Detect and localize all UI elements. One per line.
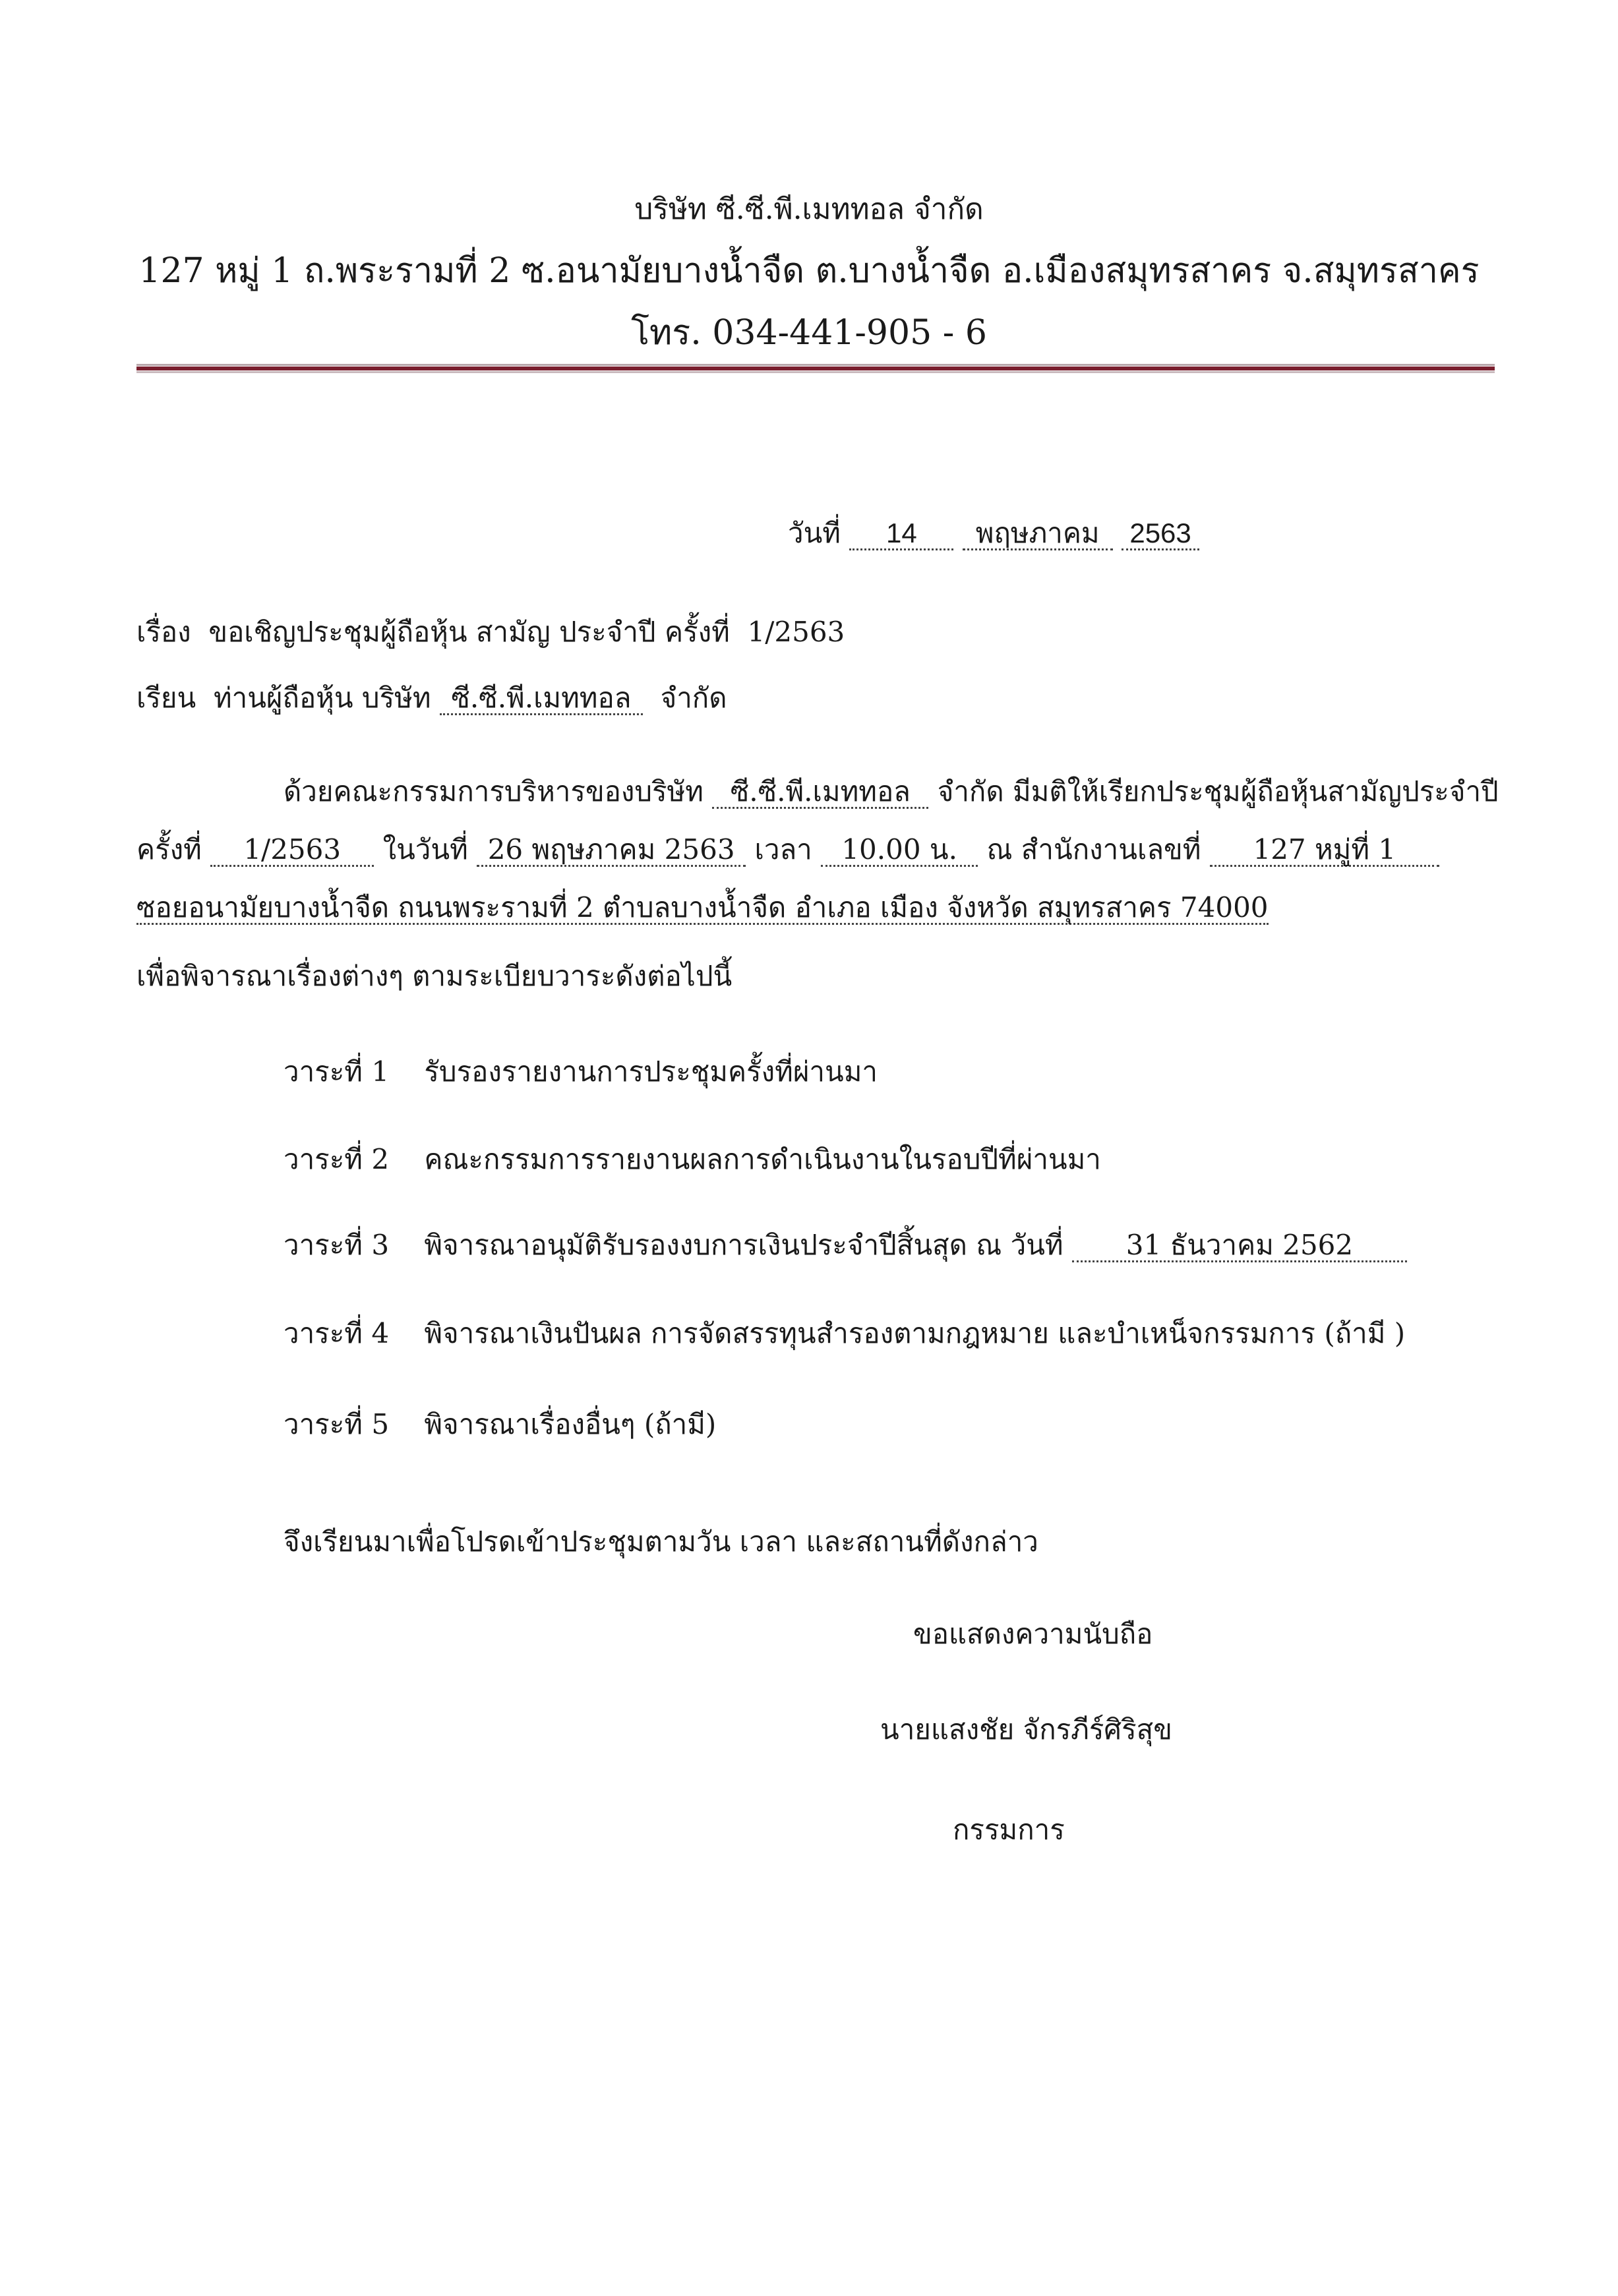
agenda-item-1 [284,1055,878,1088]
agenda-number: วาระที่ 1 [284,1055,390,1088]
date-line [788,519,1199,550]
agenda-text: พิจารณาเงินปันผล การจัดสรรทุนสำรองตามกฎหมาย และบำเหน็จกรรมการ (ถ้ามี ) [424,1317,1406,1349]
recipient-suffix: จำกัด [660,682,727,714]
subject-label: เรื่อง [136,616,191,648]
recipient-prefix: ท่านผู้ถือหุ้น บริษัท [213,682,431,714]
recipient-label: เรียน [136,682,196,714]
agenda-item-3 [284,1231,1407,1262]
agenda-number: วาระที่ 5 [284,1408,390,1440]
agenda-text: พิจารณาเรื่องอื่นๆ (ถ้ามี) [424,1408,717,1440]
agenda-item-5 [284,1408,717,1440]
date-day: 14 [849,519,953,550]
agenda-number: วาระที่ 4 [284,1317,390,1349]
agenda-number: วาระที่ 2 [284,1143,390,1175]
subject-line [136,618,845,646]
paragraph-company: ซี.ซี.พี.เมททอล [712,778,928,809]
company-address: 127 หมู่ 1 ถ.พระรามที่ 2 ซ.อนามัยบางน้ำจืด ต.บางน้ำจืด อ.เมืองสมุทรสาคร จ.สมุทรสาคร [138,251,1480,291]
company-name: บริษัท ซี.ซี.พี.เมททอล จำกัด [634,192,984,226]
closing-regards: ขอแสดงความนับถือ [913,1618,1153,1650]
date-label: วันที่ [788,517,841,549]
office-address: ซอยอนามัยบางน้ำจืด ถนนพระรามที่ 2 ตำบลบางน้ำจืด อำเภอ เมือง จังหวัด สมุทรสาคร 74000 [136,891,1269,924]
paragraph-text: ครั้งที่ [136,833,202,866]
agenda-item-2 [284,1143,1101,1175]
recipient-company: ซี.ซี.พี.เมททอล [440,684,643,715]
company-phone: โทร. 034-441-905 - 6 [631,313,987,353]
agenda-item-4 [284,1317,1406,1349]
paragraph-text: เวลา [754,833,812,866]
header-rule-top [136,364,1495,366]
fiscal-year-end: 31 ธันวาคม 2562 [1072,1231,1407,1262]
meeting-time: 10.00 น. [821,836,978,867]
meeting-date: 26 พฤษภาคม 2563 [477,836,746,867]
agenda-intro: เพื่อพิจารณาเรื่องต่างๆ ตามระเบียบวาระดังต่อไปนี้ [136,960,733,992]
subject-number: 1/2563 [747,616,845,648]
date-month: พฤษภาคม [963,519,1113,550]
signer-name: นายแสงชัย จักรภีร์ศิริสุข [880,1713,1172,1746]
date-year: 2563 [1122,519,1199,550]
agenda-number: วาระที่ 3 [284,1229,390,1261]
header-rule-main [136,367,1495,370]
agenda-text: คณะกรรมการรายงานผลการดำเนินงานในรอบปีที่ผ่านมา [424,1143,1101,1175]
header-rule-bottom [136,371,1495,373]
paragraph-text: ในวันที่ [382,833,468,866]
paragraph-line-1 [284,775,1499,809]
meeting-number: 1/2563 [210,836,374,867]
paragraph-text: ด้วยคณะกรรมการบริหารของบริษัท [284,775,704,808]
agenda-text: รับรองรายงานการประชุมครั้งที่ผ่านมา [424,1055,878,1088]
recipient-line [136,684,727,715]
subject-text: ขอเชิญประชุมผู้ถือหุ้น สามัญ ประจำปี ครั้งที่ [208,616,730,648]
office-number: 127 หมู่ที่ 1 [1210,836,1439,867]
signer-title: กรรมการ [953,1813,1065,1846]
closing-invitation: จึงเรียนมาเพื่อโปรดเข้าประชุมตามวัน เวลา และสถานที่ดังกล่าว [284,1525,1038,1558]
agenda-text: พิจารณาอนุมัติรับรองงบการเงินประจำปีสิ้นสุด ณ วันที่ [424,1229,1064,1261]
paragraph-text: ณ สำนักงานเลขที่ [986,833,1201,866]
paragraph-text: จำกัด มีมติให้เรียกประชุมผู้ถือหุ้นสามัญประจำปี [937,775,1499,808]
paragraph-line-3 [136,891,1269,925]
paragraph-line-2 [136,833,1439,867]
